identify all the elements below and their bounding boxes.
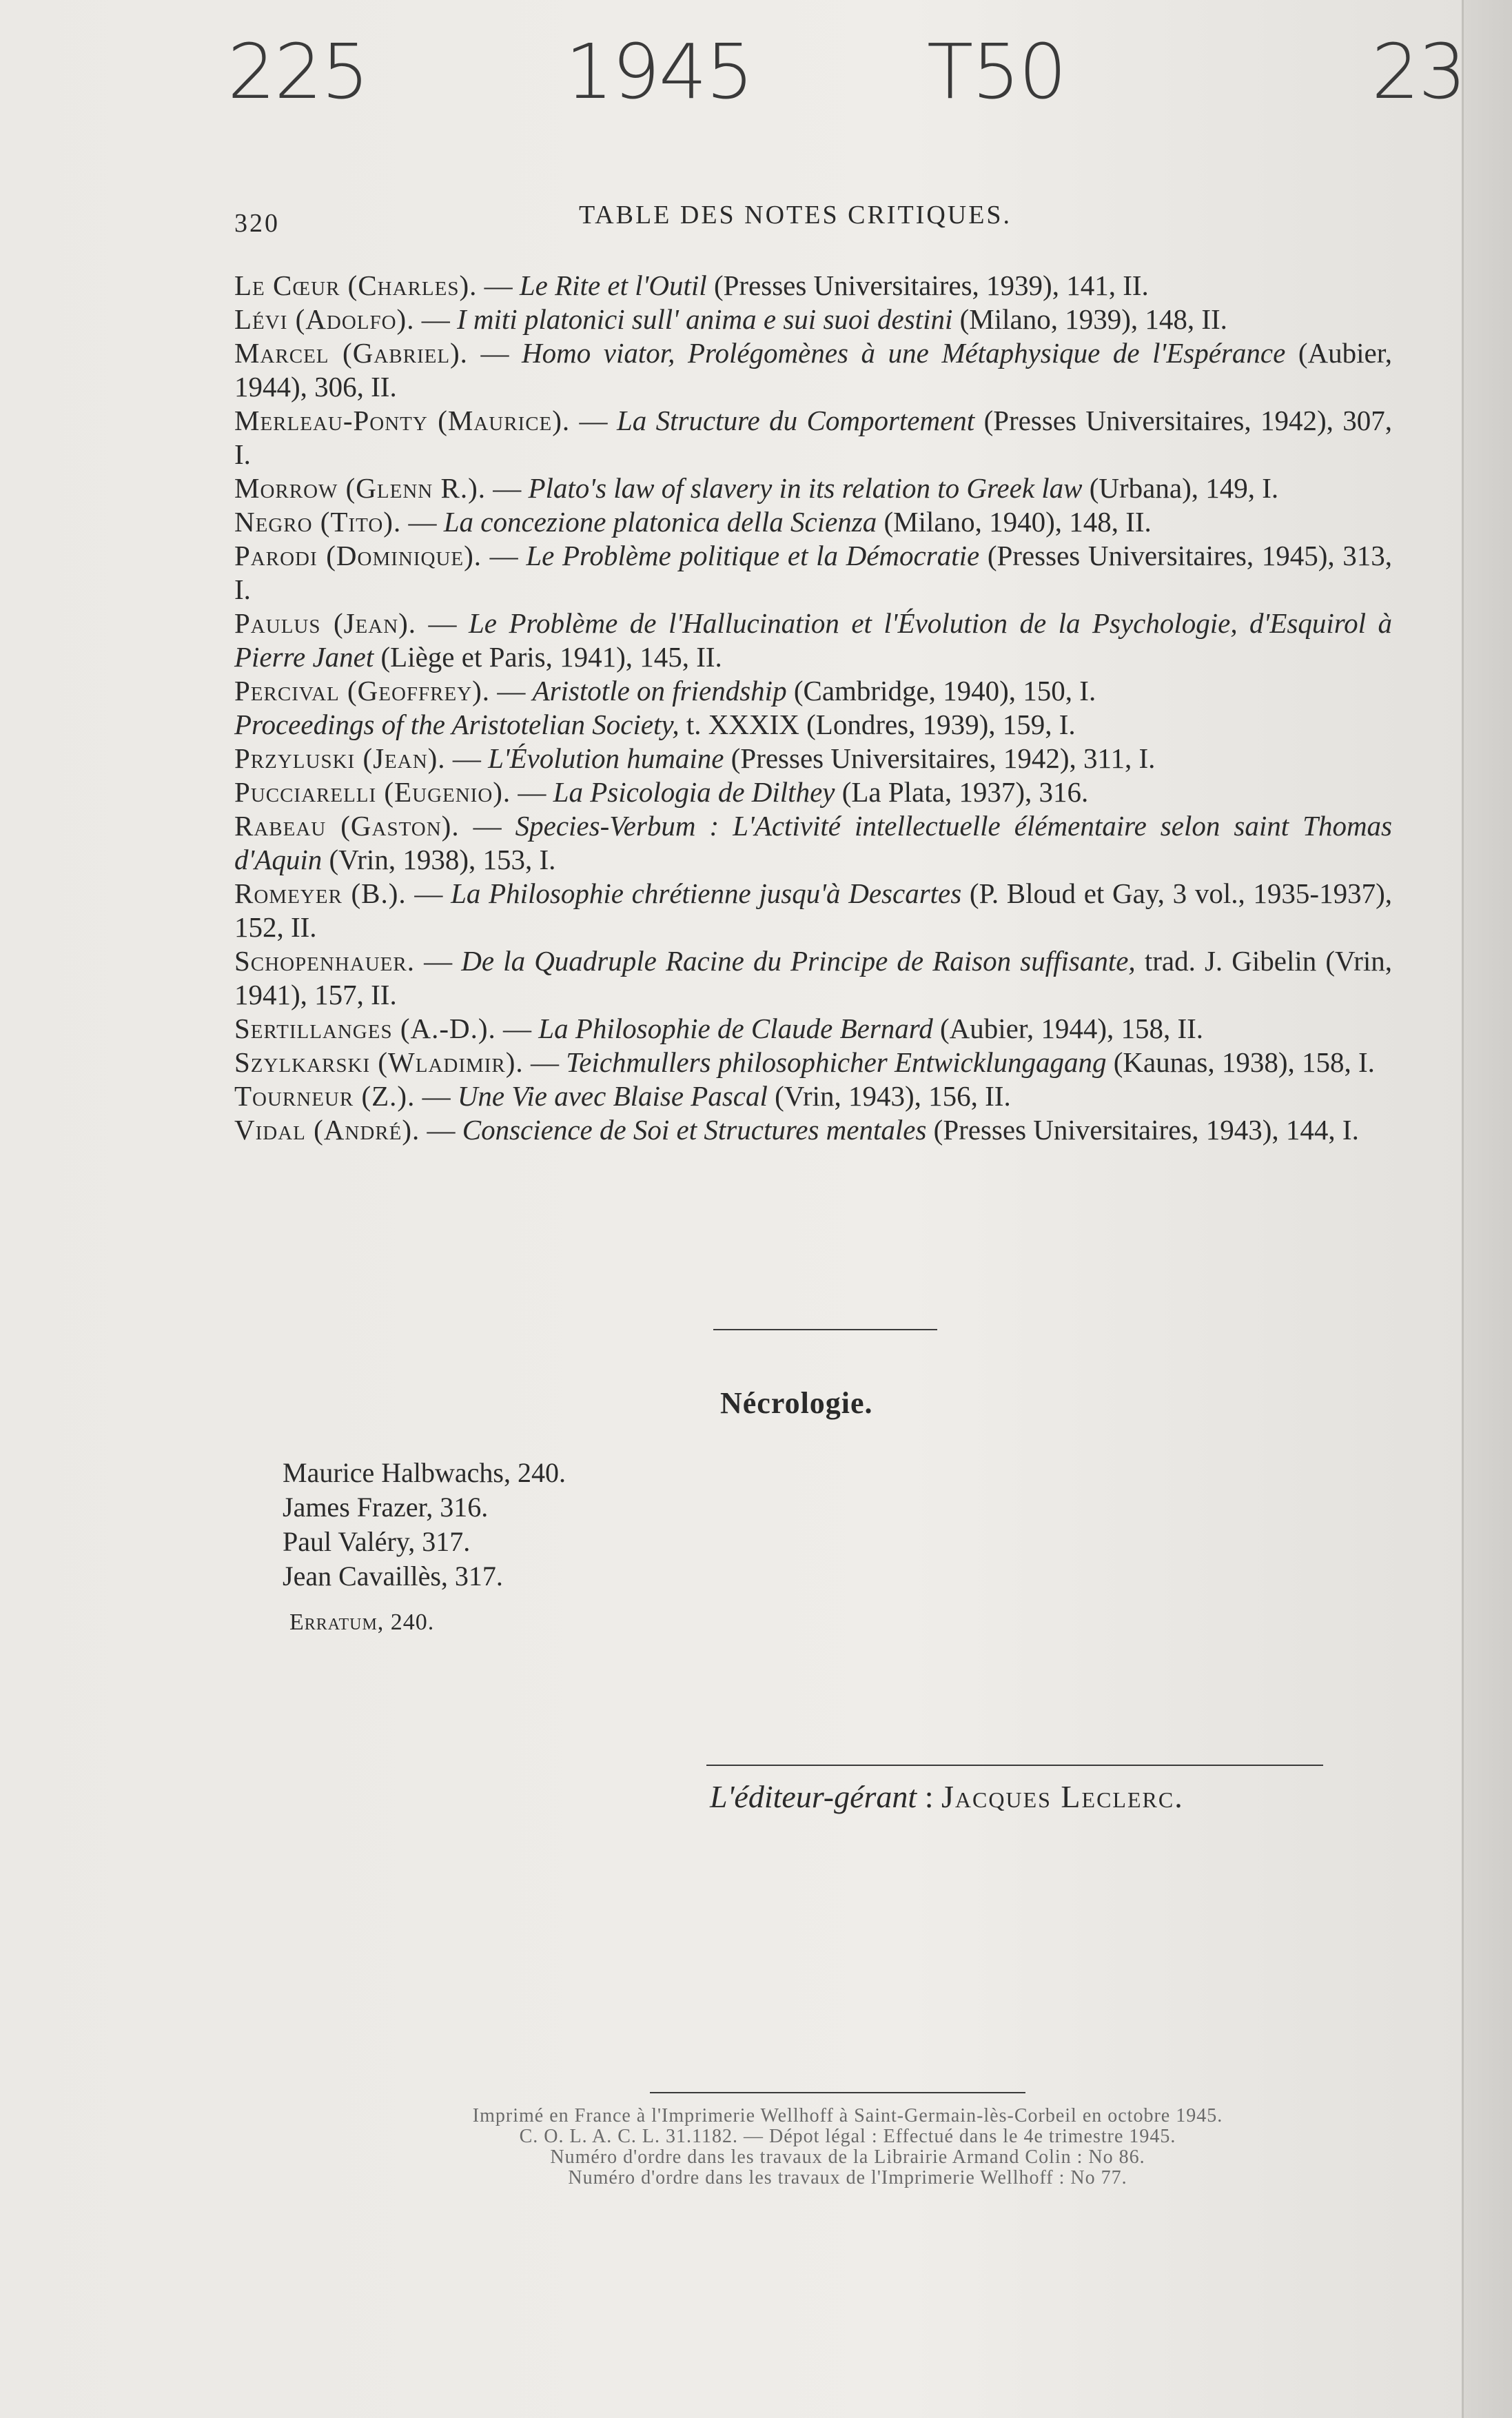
entry-details: (La Plata, 1937), 316. — [835, 776, 1089, 808]
entry-work-title: Le Problème de l'Hallucination et l'Évolution de la Psychologie, d'Esquirol à Pierre Janet — [234, 607, 1393, 673]
entry-dash: — — [459, 810, 515, 842]
list-item: Maurice Halbwachs, 240. — [283, 1457, 566, 1488]
entry-dash: — — [485, 472, 529, 504]
table-row — [234, 336, 1392, 404]
colophon-rule — [650, 2092, 1025, 2093]
table-row — [234, 303, 1392, 336]
entry-dash: — — [414, 945, 462, 977]
table-row — [234, 471, 1392, 505]
entry-dash: — — [570, 405, 617, 436]
entry-dash: — — [415, 1080, 458, 1112]
entry-details: (Presses Universitaires, 1942), 307, I. — [234, 405, 1392, 470]
entry-work-title: La Structure du Comportement — [616, 405, 975, 436]
entry-details: (Aubier, 1944), 158, II. — [932, 1013, 1204, 1044]
entry-dash: — — [482, 540, 527, 571]
entry-author: Percival (Geoffrey). — [234, 675, 491, 707]
entry-dash: — — [523, 1046, 566, 1078]
entry-author: Merleau-Ponty (Maurice). — [234, 405, 571, 436]
entry-author: Parodi (Dominique). — [234, 540, 482, 571]
table-row — [234, 1079, 1392, 1113]
entry-dash: — — [467, 337, 522, 369]
entry-details: (Cambridge, 1940), 150, I. — [786, 675, 1096, 707]
handwritten-mark-3: T50 — [927, 28, 1066, 116]
table-row — [234, 1012, 1392, 1046]
page-edge-shadow — [1462, 0, 1512, 2418]
table-row — [234, 775, 1392, 809]
table-row — [234, 269, 1392, 303]
entry-details: trad. J. Gibelin (Vrin, 1941), 157, II. — [234, 945, 1392, 1010]
entry-dash: — — [416, 607, 469, 639]
table-row — [234, 505, 1392, 539]
section-divider — [713, 1329, 937, 1330]
table-row — [234, 607, 1392, 674]
entry-author: Schopenhauer. — [234, 945, 415, 977]
entry-dash: — — [477, 270, 520, 301]
entry-work-title: Le Rite et l'Outil — [519, 270, 707, 301]
erratum-line: Erratum, 240. — [289, 1609, 435, 1635]
entry-dash: — — [414, 303, 457, 335]
handwritten-mark-1: 225 — [227, 28, 368, 116]
colophon-line: Numéro d'ordre dans les travaux de l'Imprimerie Wellhoff : No 77. — [568, 2167, 1127, 2188]
editor-separator: : — [917, 1779, 941, 1814]
entry-details: (Aubier, 1944), 306, II. — [234, 337, 1392, 403]
entry-work-title: Conscience de Soi et Structures mentales — [462, 1114, 927, 1146]
entry-author: Le Cœur (Charles). — [234, 270, 478, 301]
entry-details: (Milano, 1939), 148, II. — [952, 303, 1227, 335]
table-row — [234, 674, 1392, 708]
table-row — [234, 539, 1392, 607]
entry-author: Vidal (André). — [234, 1114, 420, 1146]
entry-details: t. XXXIX (Londres, 1939), 159, I. — [679, 709, 1076, 740]
table-row — [234, 944, 1392, 1012]
entry-details: (Urbana), 149, I. — [1082, 472, 1279, 504]
entry-details: (Presses Universitaires, 1943), 144, I. — [926, 1114, 1359, 1146]
handwritten-mark-4: 23 — [1371, 28, 1465, 116]
entry-work-title: Plato's law of slavery in its relation to Greek law — [528, 472, 1083, 504]
entry-author: Szylkarski (Wladimir). — [234, 1046, 524, 1078]
entry-author: Paulus (Jean). — [234, 607, 417, 639]
entry-work-title: L'Évolution humaine — [488, 742, 724, 774]
entry-dash: — — [490, 675, 533, 707]
entry-work-title: La Philosophie de Claude Bernard — [538, 1013, 933, 1044]
table-row — [234, 809, 1392, 877]
printer-colophon — [296, 2106, 1399, 2188]
table-row — [234, 708, 1392, 742]
colophon-line: C. O. L. A. C. L. 31.1182. — Dépot légal : Effectué dans le 4e trimestre 1945. — [519, 2126, 1176, 2147]
list-item: Paul Valéry, 317. — [283, 1526, 471, 1557]
entry-author: Pucciarelli (Eugenio). — [234, 776, 511, 808]
page-number: 320 — [234, 209, 280, 238]
entry-author: Przyluski (Jean). — [234, 742, 446, 774]
entry-work-title: La concezione platonica della Scienza — [443, 506, 877, 538]
entry-author: Rabeau (Gaston). — [234, 810, 460, 842]
entry-work-title: De la Quadruple Racine du Principe de Raison suffisante, — [461, 945, 1136, 977]
entry-author: Sertillanges (A.-D.). — [234, 1013, 496, 1044]
entry-details: (Liège et Paris, 1941), 145, II. — [374, 641, 722, 673]
necrologie-heading: Nécrologie. — [720, 1386, 873, 1420]
entry-author: Tourneur (Z.). — [234, 1080, 416, 1112]
entry-work-title: Teichmullers philosophicher Entwicklungagang — [566, 1046, 1107, 1078]
editor-label: L'éditeur-gérant — [710, 1779, 917, 1814]
entry-author: Negro (Tito). — [234, 506, 402, 538]
entry-work-title: Species-Verbum : L'Activité intellectuelle élémentaire selon saint Thomas d'Aquin — [234, 810, 1393, 875]
entry-author: Morrow (Glenn R.). — [234, 472, 486, 504]
entry-dash: — — [511, 776, 553, 808]
entry-dash: — — [445, 742, 489, 774]
editor-line — [710, 1778, 1184, 1815]
list-item: James Frazer, 316. — [283, 1492, 489, 1523]
entry-details: (P. Bloud et Gay, 3 vol., 1935-1937), 152, II. — [234, 877, 1392, 943]
entry-author: Marcel (Gabriel). — [234, 337, 468, 369]
entry-author: Lévi (Adolfo). — [234, 303, 415, 335]
entry-work-title: Le Problème politique et la Démocratie — [526, 540, 980, 571]
table-row — [234, 877, 1392, 944]
entry-work-title: Aristotle on friendship — [532, 675, 787, 707]
editor-rule — [706, 1765, 1323, 1766]
entry-work-title: Une Vie avec Blaise Pascal — [457, 1080, 768, 1112]
entry-dash: — — [420, 1114, 462, 1146]
entry-details: (Vrin, 1938), 153, I. — [322, 844, 556, 875]
page-title: TABLE DES NOTES CRITIQUES. — [579, 201, 1012, 230]
entry-work-title: La Psicologia de Dilthey — [553, 776, 835, 808]
review-index-list — [234, 269, 1392, 1147]
entry-details: (Kaunas, 1938), 158, I. — [1106, 1046, 1375, 1078]
list-item: Jean Cavaillès, 317. — [283, 1561, 503, 1592]
entry-work-title: I miti platonici sull' anima e sui suoi destini — [456, 303, 953, 335]
colophon-line: Numéro d'ordre dans les travaux de la Librairie Armand Colin : No 86. — [550, 2146, 1145, 2168]
handwritten-mark-2: 1945 — [565, 28, 753, 116]
entry-dash: — — [401, 506, 444, 538]
entry-details: (Presses Universitaires, 1945), 313, I. — [234, 540, 1393, 605]
table-row — [234, 742, 1392, 775]
entry-author: Romeyer (B.). — [234, 877, 407, 909]
table-row — [234, 404, 1392, 471]
entry-details: (Presses Universitaires, 1939), 141, II. — [706, 270, 1149, 301]
table-row — [234, 1113, 1392, 1147]
entry-dash: — — [496, 1013, 539, 1044]
entry-work-title: La Philosophie chrétienne jusqu'à Descartes — [451, 877, 962, 909]
editor-name: Jacques Leclerc. — [941, 1779, 1184, 1814]
entry-details: (Milano, 1940), 148, II. — [877, 506, 1152, 538]
entry-work-title: Proceedings of the Aristotelian Society, — [234, 709, 680, 740]
entry-details: (Vrin, 1943), 156, II. — [767, 1080, 1011, 1112]
table-row — [234, 1046, 1392, 1079]
entry-work-title: Homo viator, Prolégomènes à une Métaphysique de l'Espérance — [522, 337, 1286, 369]
colophon-line: Imprimé en France à l'Imprimerie Wellhoff à Saint-Germain-lès-Corbeil en octobre 1945. — [472, 2105, 1223, 2126]
entry-details: (Presses Universitaires, 1942), 311, I. — [724, 742, 1156, 774]
necrologie-list — [283, 1456, 566, 1594]
entry-dash: — — [406, 877, 451, 909]
